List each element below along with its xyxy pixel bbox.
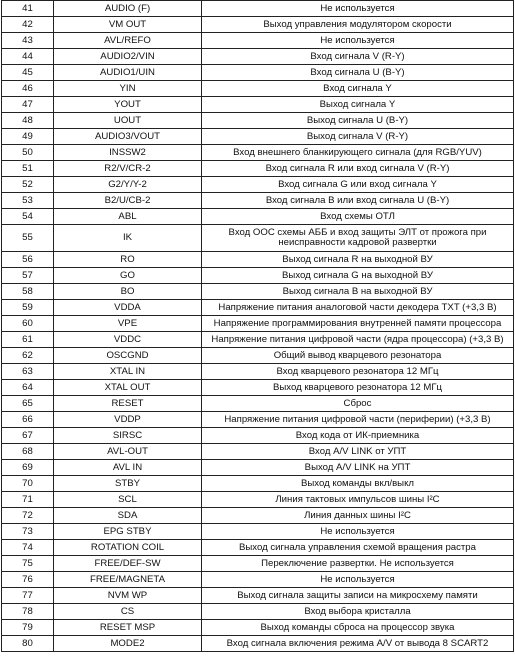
pin-description-cell: Не используется	[202, 524, 514, 540]
pin-description-cell: Вход A/V LINK от УПТ	[202, 444, 514, 460]
pin-name-cell: UOUT	[54, 113, 202, 129]
pin-number-cell: 66	[2, 412, 54, 428]
pin-number-cell: 58	[2, 284, 54, 300]
table-row	[2, 428, 514, 444]
pin-description-cell: Вход внешнего бланкирующего сигнала (для RGB/YUV)	[202, 145, 514, 161]
pin-description-cell: Линия данных шины I²C	[202, 508, 514, 524]
pin-name-cell: AUDIO (F)	[54, 1, 202, 17]
pin-number-cell: 44	[2, 49, 54, 65]
table-row	[2, 33, 514, 49]
pin-description-cell: Вход ООС схемы АББ и вход защиты ЭЛТ от прожога при неисправности кадровой развертки	[202, 225, 514, 252]
pin-number-cell: 51	[2, 161, 54, 177]
pin-name-cell: AUDIO1/UIN	[54, 65, 202, 81]
pin-number-cell: 77	[2, 588, 54, 604]
pin-name-cell: AVL-OUT	[54, 444, 202, 460]
table-row	[2, 540, 514, 556]
pin-description-cell: Выход сигнала защиты записи на микросхему памяти	[202, 588, 514, 604]
table-row	[2, 129, 514, 145]
pin-description-cell: Выход сигнала V (R-Y)	[202, 129, 514, 145]
pin-number-cell: 47	[2, 97, 54, 113]
pin-description-cell: Напряжение питания аналоговой части декодера TXT (+3,3 В)	[202, 300, 514, 316]
pin-number-cell: 67	[2, 428, 54, 444]
pin-description-cell: Вход сигнала включения режима A/V от вывода 8 SCART2	[202, 636, 514, 652]
pin-number-cell: 45	[2, 65, 54, 81]
pin-name-cell: SIRSC	[54, 428, 202, 444]
pin-description-cell: Не используется	[202, 572, 514, 588]
pin-name-cell: YOUT	[54, 97, 202, 113]
pin-description-cell: Выход A/V LINK на УПТ	[202, 460, 514, 476]
pin-name-cell: GO	[54, 268, 202, 284]
pin-description-cell: Выход сигнала R на выходной ВУ	[202, 252, 514, 268]
pin-name-cell: VDDP	[54, 412, 202, 428]
table-row	[2, 113, 514, 129]
pin-name-cell: RO	[54, 252, 202, 268]
pin-name-cell: SCL	[54, 492, 202, 508]
table-row	[2, 524, 514, 540]
pin-number-cell: 72	[2, 508, 54, 524]
pin-number-cell: 60	[2, 316, 54, 332]
pin-number-cell: 52	[2, 177, 54, 193]
pin-description-cell: Не используется	[202, 33, 514, 49]
pin-name-cell: SDA	[54, 508, 202, 524]
pin-number-cell: 62	[2, 348, 54, 364]
pin-number-cell: 68	[2, 444, 54, 460]
table-row	[2, 508, 514, 524]
pin-table-body	[2, 1, 514, 652]
pin-name-cell: RESET MSP	[54, 620, 202, 636]
table-row	[2, 364, 514, 380]
table-row	[2, 412, 514, 428]
pin-name-cell: ABL	[54, 209, 202, 225]
table-row	[2, 476, 514, 492]
pin-name-cell: CS	[54, 604, 202, 620]
pin-number-cell: 69	[2, 460, 54, 476]
table-row	[2, 316, 514, 332]
table-row	[2, 444, 514, 460]
pin-description-cell: Сброс	[202, 396, 514, 412]
pin-name-cell: XTAL OUT	[54, 380, 202, 396]
table-row	[2, 268, 514, 284]
table-row	[2, 348, 514, 364]
table-row	[2, 380, 514, 396]
pin-description-cell: Вход схемы ОТЛ	[202, 209, 514, 225]
pin-description-cell: Вход сигнала G или вход сигнала Y	[202, 177, 514, 193]
table-row	[2, 161, 514, 177]
pin-number-cell: 43	[2, 33, 54, 49]
pin-number-cell: 75	[2, 556, 54, 572]
pin-name-cell: NVM WP	[54, 588, 202, 604]
pin-description-cell: Линия тактовых импульсов шины I²C	[202, 492, 514, 508]
pin-description-cell: Выход сигнала Y	[202, 97, 514, 113]
pin-description-cell: Вход кварцевого резонатора 12 МГц	[202, 364, 514, 380]
table-row	[2, 556, 514, 572]
pin-number-cell: 70	[2, 476, 54, 492]
table-row	[2, 588, 514, 604]
pin-name-cell: AVL/REFO	[54, 33, 202, 49]
table-row	[2, 145, 514, 161]
table-row	[2, 1, 514, 17]
pin-name-cell: INSSW2	[54, 145, 202, 161]
table-row	[2, 572, 514, 588]
pin-number-cell: 42	[2, 17, 54, 33]
pin-name-cell: VDDC	[54, 332, 202, 348]
pin-number-cell: 74	[2, 540, 54, 556]
pin-name-cell: VDDA	[54, 300, 202, 316]
pin-name-cell: YIN	[54, 81, 202, 97]
table-row	[2, 97, 514, 113]
table-row	[2, 604, 514, 620]
pin-description-cell: Вход сигнала B или вход сигнала U (B-Y)	[202, 193, 514, 209]
pin-name-cell: FREE/DEF-SW	[54, 556, 202, 572]
table-row	[2, 460, 514, 476]
pin-name-cell: AVL IN	[54, 460, 202, 476]
table-row	[2, 332, 514, 348]
pin-number-cell: 48	[2, 113, 54, 129]
table-row	[2, 300, 514, 316]
pin-number-cell: 54	[2, 209, 54, 225]
pin-number-cell: 78	[2, 604, 54, 620]
pin-name-cell: G2/Y/Y-2	[54, 177, 202, 193]
pin-description-cell: Вход сигнала U (B-Y)	[202, 65, 514, 81]
table-row	[2, 225, 514, 252]
pin-description-cell: Вход сигнала V (R-Y)	[202, 49, 514, 65]
pin-description-cell: Вход кода от ИК-приемника	[202, 428, 514, 444]
pin-number-cell: 49	[2, 129, 54, 145]
table-row	[2, 209, 514, 225]
pin-number-cell: 59	[2, 300, 54, 316]
table-row	[2, 636, 514, 652]
pin-name-cell: VM OUT	[54, 17, 202, 33]
pin-description-cell: Выход сигнала управления схемой вращения растра	[202, 540, 514, 556]
pin-name-cell: IK	[54, 225, 202, 252]
pin-number-cell: 50	[2, 145, 54, 161]
pin-name-cell: AUDIO3/VOUT	[54, 129, 202, 145]
pin-description-cell: Выход сигнала U (B-Y)	[202, 113, 514, 129]
pin-description-cell: Выход команды сброса на процессор звука	[202, 620, 514, 636]
pin-description-cell: Выход команды вкл/выкл	[202, 476, 514, 492]
pin-name-cell: VPE	[54, 316, 202, 332]
pin-name-cell: EPG STBY	[54, 524, 202, 540]
pin-name-cell: R2/V/CR-2	[54, 161, 202, 177]
pin-name-cell: XTAL IN	[54, 364, 202, 380]
pin-number-cell: 41	[2, 1, 54, 17]
pin-name-cell: MODE2	[54, 636, 202, 652]
pin-description-cell: Выход кварцевого резонатора 12 МГц	[202, 380, 514, 396]
pin-description-cell: Вход выбора кристалла	[202, 604, 514, 620]
pin-number-cell: 56	[2, 252, 54, 268]
table-row	[2, 193, 514, 209]
pin-number-cell: 80	[2, 636, 54, 652]
pin-description-cell: Вход сигнала R или вход сигнала V (R-Y)	[202, 161, 514, 177]
pin-number-cell: 65	[2, 396, 54, 412]
pin-number-cell: 46	[2, 81, 54, 97]
pin-description-cell: Выход сигнала B на выходной ВУ	[202, 284, 514, 300]
pin-description-cell: Выход сигнала G на выходной ВУ	[202, 268, 514, 284]
table-row	[2, 177, 514, 193]
pin-name-cell: RESET	[54, 396, 202, 412]
pin-description-cell: Напряжение питания цифровой части (периферии) (+3,3 В)	[202, 412, 514, 428]
pin-description-cell: Напряжение питания цифровой части (ядра процессора) (+3,3 В)	[202, 332, 514, 348]
pin-number-cell: 73	[2, 524, 54, 540]
table-row	[2, 81, 514, 97]
pin-description-cell: Переключение развертки. Не используется	[202, 556, 514, 572]
pin-number-cell: 76	[2, 572, 54, 588]
pin-number-cell: 64	[2, 380, 54, 396]
pin-number-cell: 55	[2, 225, 54, 252]
pin-number-cell: 53	[2, 193, 54, 209]
table-row	[2, 49, 514, 65]
pin-name-cell: AUDIO2/VIN	[54, 49, 202, 65]
table-row	[2, 65, 514, 81]
pin-name-cell: B2/U/CB-2	[54, 193, 202, 209]
pin-name-cell: OSCGND	[54, 348, 202, 364]
pin-number-cell: 63	[2, 364, 54, 380]
pin-number-cell: 61	[2, 332, 54, 348]
pin-name-cell: ROTATION COIL	[54, 540, 202, 556]
pin-description-cell: Выход управления модулятором скорости	[202, 17, 514, 33]
table-row	[2, 492, 514, 508]
pin-name-cell: FREE/MAGNETA	[54, 572, 202, 588]
pin-number-cell: 71	[2, 492, 54, 508]
pin-number-cell: 57	[2, 268, 54, 284]
pin-name-cell: STBY	[54, 476, 202, 492]
pin-name-cell: BO	[54, 284, 202, 300]
pin-description-cell: Не используется	[202, 1, 514, 17]
table-row	[2, 284, 514, 300]
table-row	[2, 252, 514, 268]
pin-description-cell: Напряжение программирования внутренней памяти процессора	[202, 316, 514, 332]
pin-table	[1, 0, 514, 652]
pin-description-cell: Вход сигнала Y	[202, 81, 514, 97]
table-row	[2, 17, 514, 33]
pin-description-cell: Общий вывод кварцевого резонатора	[202, 348, 514, 364]
pin-number-cell: 79	[2, 620, 54, 636]
table-row	[2, 620, 514, 636]
table-row	[2, 396, 514, 412]
